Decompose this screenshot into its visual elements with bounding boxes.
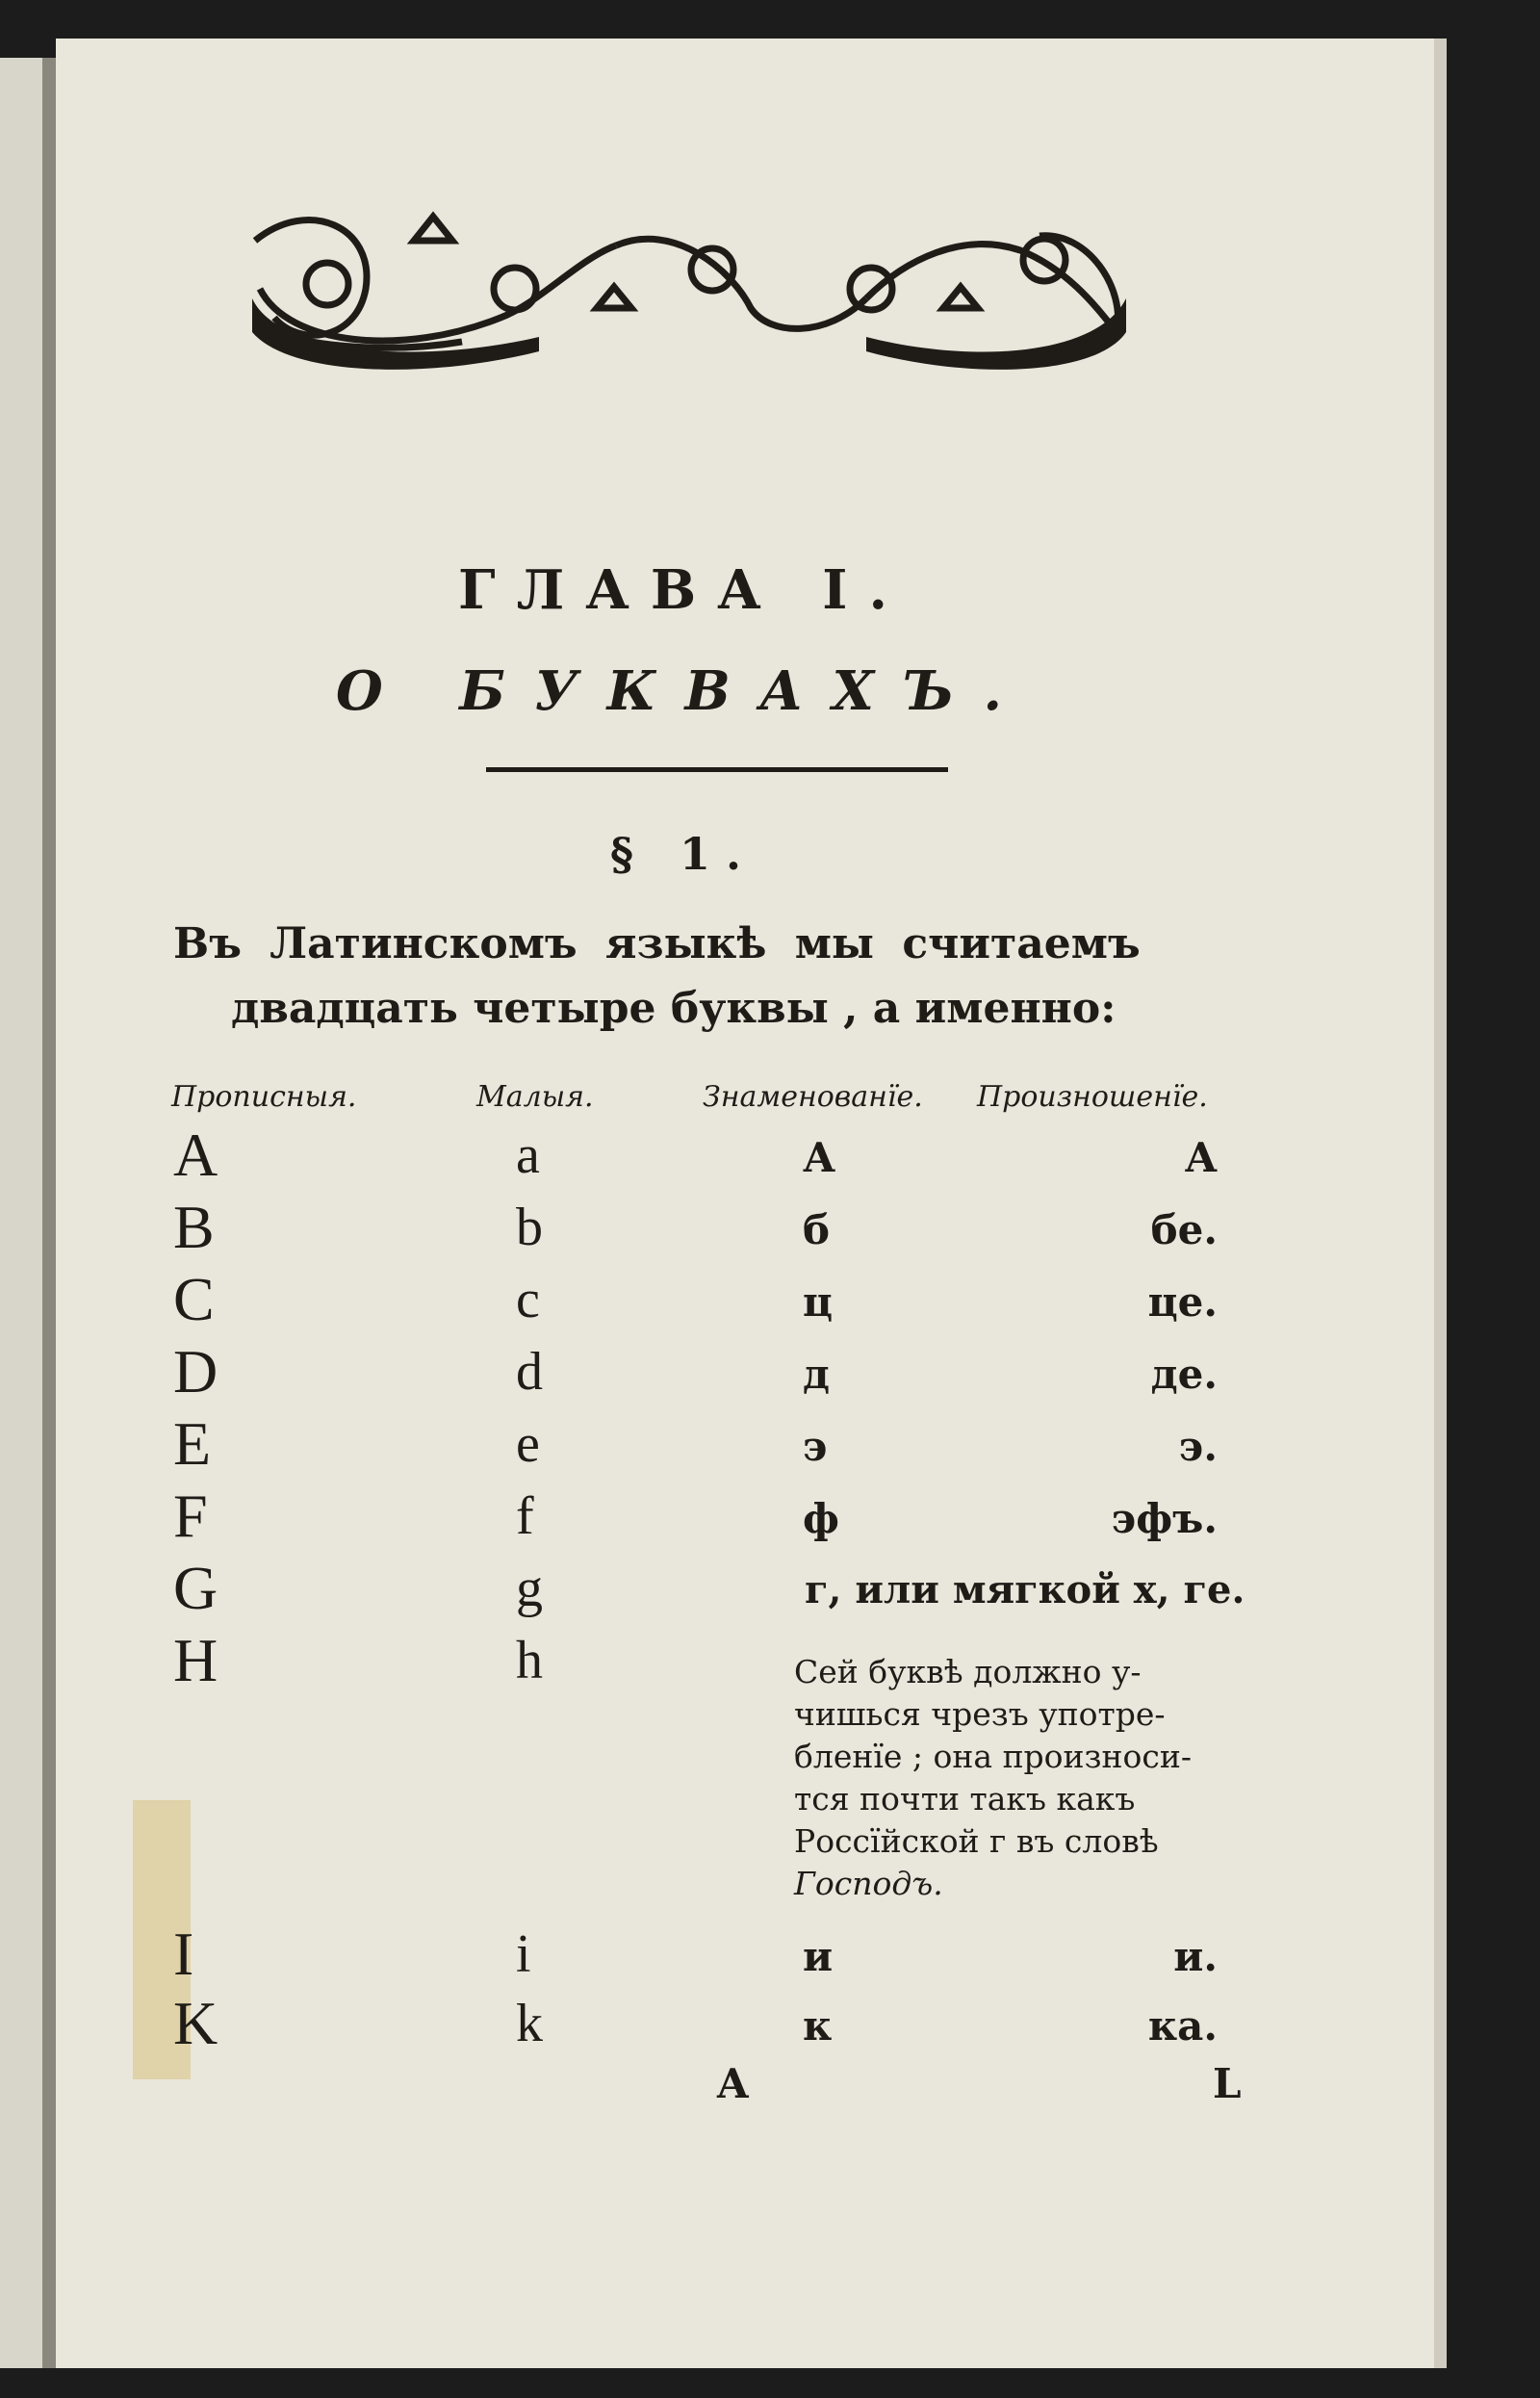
russian-equivalent: и <box>803 1933 834 1980</box>
uppercase-letter: C <box>173 1265 215 1333</box>
pronunciation: эфъ. <box>1111 1495 1218 1542</box>
uppercase-letter: I <box>173 1920 194 1988</box>
table-row <box>0 1193 1540 1268</box>
pronunciation: и. <box>1173 1933 1218 1980</box>
russian-equivalent: ц <box>803 1278 834 1326</box>
russian-equivalent: д <box>803 1351 830 1398</box>
russian-equivalent: б <box>803 1206 831 1253</box>
h-letter-note <box>794 1651 1237 1905</box>
uppercase-letter: G <box>173 1554 218 1622</box>
intro-line-2: двадцать четыре буквы , а именно: <box>231 984 1116 1033</box>
header-small: Малыя. <box>476 1080 594 1114</box>
g-equivalent-and-pronunciation: г, или мягкой х, ге. <box>805 1567 1245 1612</box>
table-row <box>0 1989 1540 2064</box>
table-row <box>0 1121 1540 1196</box>
header-pronunciation: Произношенїе. <box>977 1080 1208 1114</box>
russian-equivalent: А <box>803 1134 836 1181</box>
table-row <box>0 1482 1540 1557</box>
lowercase-letter: b <box>516 1198 543 1257</box>
russian-equivalent: э <box>803 1423 828 1470</box>
lowercase-letter: e <box>516 1414 540 1474</box>
uppercase-letter: A <box>173 1121 218 1189</box>
lowercase-letter: i <box>516 1924 531 1984</box>
uppercase-letter: B <box>173 1193 215 1261</box>
h-note-example-word: Господъ. <box>794 1865 943 1902</box>
h-note-text: Сей буквѣ должно у-чишься чрезъ употре-бленїе ; она произноси-тся почти такъ какъ Россїйской г въ словѣ <box>794 1653 1193 1860</box>
lowercase-letter: c <box>516 1270 540 1329</box>
table-row <box>0 1265 1540 1340</box>
pronunciation: ка. <box>1147 2002 1218 2050</box>
uppercase-letter: D <box>173 1337 218 1405</box>
section-mark: § 1. <box>609 828 757 880</box>
header-meaning: Знаменованїе. <box>703 1080 923 1114</box>
table-row <box>0 1626 1540 1701</box>
lowercase-letter: k <box>516 1994 543 2053</box>
lowercase-letter: h <box>516 1631 543 1690</box>
signature-mark: L <box>1213 2060 1242 2107</box>
lowercase-letter: d <box>516 1342 543 1402</box>
russian-equivalent: ф <box>803 1495 839 1542</box>
lowercase-letter: f <box>516 1486 534 1546</box>
pronunciation: де. <box>1150 1351 1218 1398</box>
uppercase-letter: F <box>173 1482 208 1550</box>
lowercase-letter: g <box>516 1559 543 1618</box>
chapter-title: ГЛАВА I. <box>458 558 909 622</box>
intro-line-1: Въ Латинскомъ языкѣ мы считаемъ <box>173 919 1141 968</box>
uppercase-letter: E <box>173 1409 212 1478</box>
uppercase-letter: H <box>173 1626 218 1694</box>
pronunciation: А <box>1184 1134 1218 1181</box>
uppercase-letter: K <box>173 1989 218 2057</box>
header-capitals: Прописныя. <box>171 1080 357 1114</box>
table-row <box>0 1337 1540 1412</box>
title-rule <box>486 767 948 772</box>
pronunciation: э. <box>1178 1423 1218 1470</box>
table-row <box>0 1554 1540 1629</box>
pronunciation: це. <box>1147 1278 1218 1326</box>
pronunciation: бе. <box>1150 1206 1218 1253</box>
chapter-subtitle: О БУКВАХЪ. <box>336 659 1031 723</box>
lowercase-letter: a <box>516 1125 540 1185</box>
table-row <box>0 1409 1540 1484</box>
table-row <box>0 1920 1540 1995</box>
russian-equivalent: к <box>803 2002 833 2050</box>
catchword: A <box>717 2060 749 2107</box>
